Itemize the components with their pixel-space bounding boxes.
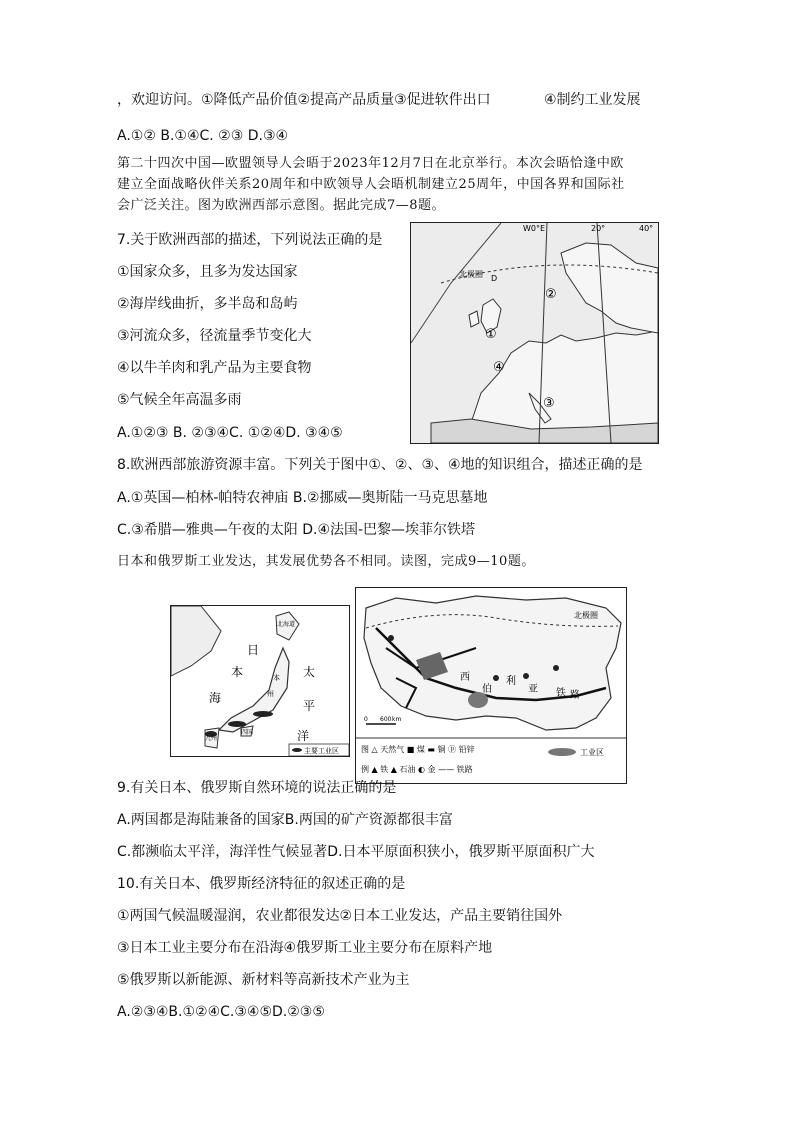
q10-item: ①两国气候温暖湿润，农业都很发达②日本工业发达，产品主要销往国外 — [117, 908, 563, 924]
japan-label: 洋 — [297, 729, 310, 743]
passage1-line: 会广泛关注。图为欧洲西部示意图。据此完成7—8题。 — [117, 198, 446, 213]
russia-label: 路 — [570, 690, 580, 701]
japan-label: 本 — [273, 674, 280, 682]
europe-label: 北极圈 — [459, 270, 483, 279]
q7-item: ④以牛羊肉和乳产品为主要食物 — [117, 360, 312, 376]
intro-line1: ，欢迎访问。①降低产品价值②提高产品质量③促进软件出口 — [117, 92, 491, 108]
q7-options: A.①②③ B. ②③④C. ①②④D. ③④⑤ — [117, 425, 343, 441]
q10-options: A.②③④B.①②④C.③④⑤D.②③⑤ — [117, 1004, 325, 1020]
q8-stem: 8.欧洲西部旅游资源丰富。下列关于图中①、②、③、④地的知识组合，描述正确的是 — [117, 457, 643, 473]
q10-stem: 10.有关日本、俄罗斯经济特征的叙述正确的是 — [117, 876, 406, 892]
japan-label: 国 — [247, 729, 254, 736]
passage1-line: 建立全面战略伙伴关系20周年和中欧领导人会晤机制建立25周年，中国各界和国际社 — [117, 177, 625, 192]
japan-label: 平 — [303, 699, 316, 713]
q7-item: ③河流众多，径流量季节变化大 — [117, 328, 312, 344]
russia-label: 铁 — [556, 688, 566, 699]
russia-label: 北极圈 — [574, 611, 598, 620]
japan-label: 州 — [267, 690, 274, 698]
q7-stem: 7.关于欧洲西部的描述，下列说法正确的是 — [117, 232, 383, 248]
europe-label: ③ — [543, 396, 555, 411]
q8-options-cd: C.③希腊—雅典—午夜的太阳 D.④法国-巴黎—埃菲尔铁塔 — [117, 522, 476, 538]
q9-options-ab: A.两国都是海陆兼备的国家B.两国的矿产资源都很丰富 — [117, 812, 453, 828]
passage2: 日本和俄罗斯工业发达，其发展优势各不相同。读图，完成9—10题。 — [117, 554, 535, 569]
q7-item: ⑤气候全年高温多雨 — [117, 392, 242, 408]
europe-label: ④ — [493, 360, 505, 375]
intro-options: A.①② B.①④C. ②③ D.③④ — [117, 128, 289, 144]
europe-label: 20° — [591, 224, 606, 233]
japan-label: 海 — [209, 691, 222, 705]
russia-label: 亚 — [528, 684, 538, 695]
europe-label: 40° — [639, 224, 654, 233]
russia-scale: km — [392, 716, 402, 723]
europe-label: ② — [545, 287, 557, 302]
japan-label: 四 — [241, 729, 248, 736]
intro-line1-option4: ④制约工业发展 — [544, 92, 641, 108]
russia-label: 利 — [506, 676, 516, 687]
russia-legend: 例 ▲ 铁 ▲ 石油 ◐ 金 —— 铁路 — [361, 765, 473, 774]
passage1-line: 第二十四次中国—欧盟领导人会晤于2023年12月7日在北京举行。本次会晤恰逢中欧 — [117, 156, 624, 171]
q10-item: ③日本工业主要分布在沿海④俄罗斯工业主要分布在原料产地 — [117, 940, 493, 956]
russia-label: 西 — [460, 672, 470, 683]
japan-label: 北海道 — [277, 621, 296, 628]
russia-scale: 0 — [364, 716, 368, 723]
q7-item: ①国家众多，且多为发达国家 — [117, 264, 298, 280]
russia-legend: 工业区 — [580, 748, 604, 757]
q7-item: ②海岸线曲折，多半岛和岛屿 — [117, 296, 298, 312]
europe-label: ① — [485, 327, 497, 342]
q9-stem: 9.有关日本、俄罗斯自然环境的说法正确的是 — [117, 780, 397, 796]
japan-legend: 主要工业区 — [304, 747, 339, 755]
europe-map — [410, 222, 659, 444]
q9-options-cd: C.都濒临太平洋，海洋性气候显著D.日本平原面积狭小，俄罗斯平原面积广大 — [117, 844, 595, 860]
russia-scale: 600 — [380, 716, 392, 723]
japan-label: 太 — [303, 665, 316, 679]
japan-label: 九州 — [205, 735, 218, 742]
japan-label: 日 — [247, 643, 260, 657]
europe-label: D — [491, 274, 498, 283]
russia-label: 伯 — [482, 684, 492, 695]
russia-legend: 图 △ 天然气 ■ 煤 ▬ 铜 ⓟ 铅锌 — [361, 745, 475, 754]
q8-options-ab: A.①英国—柏林-帕特农神庙 B.②挪威—奥斯陆一马克思墓地 — [117, 490, 488, 506]
japan-label: 本 — [231, 665, 244, 679]
japan-map — [170, 605, 350, 757]
russia-map — [355, 587, 627, 784]
europe-label: W0°E — [523, 224, 546, 233]
q10-item: ⑤俄罗斯以新能源、新材料等高新技术产业为主 — [117, 972, 410, 988]
